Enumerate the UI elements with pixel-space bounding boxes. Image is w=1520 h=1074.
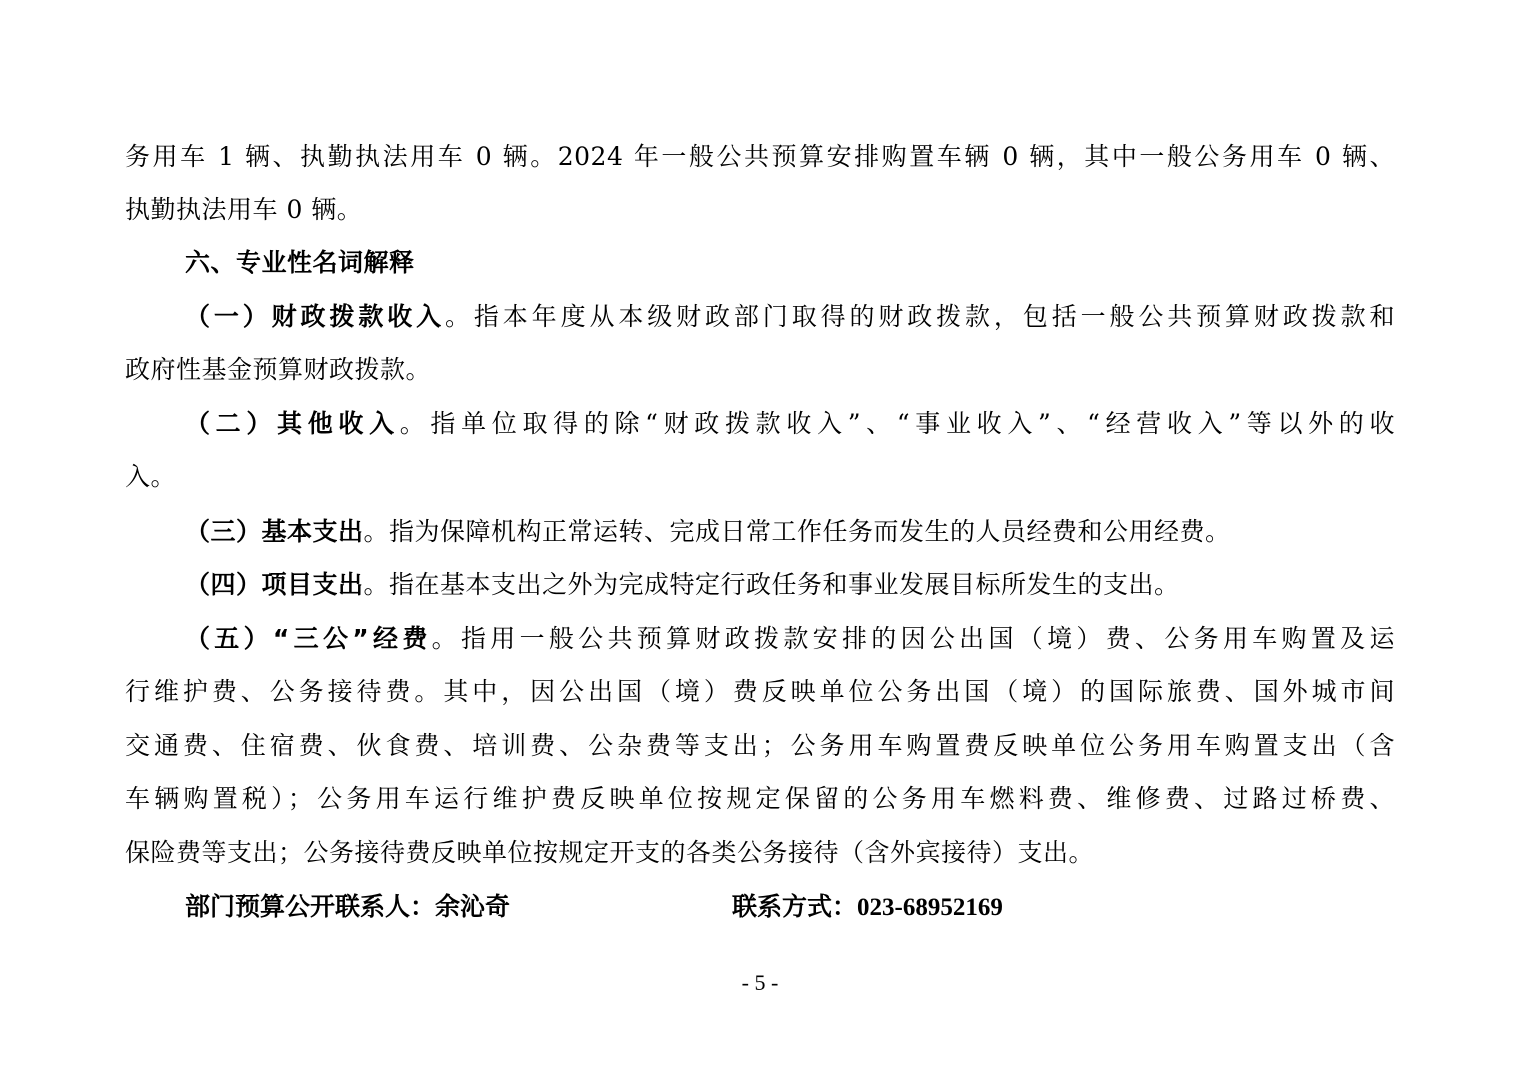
definition-item-5-cont-1: 行维护费、公务接待费。其中，因公出国（境）费反映单位公务出国（境）的国际旅费、国外城市间 (125, 677, 1395, 706)
definition-text: 。指单位取得的除“财政拨款收入”、“事业收入”、“经营收入”等以外的收 (399, 409, 1395, 438)
definition-item-4 (185, 568, 1395, 602)
section-heading: 六、专业性名词解释 (185, 248, 415, 277)
contact-person: 部门预算公开联系人：余沁奇 (185, 892, 511, 921)
page-number: - 5 - (741, 970, 779, 995)
definition-term: （一）财政拨款收入 (185, 302, 446, 331)
definition-item-5-cont-3: 车辆购置税）；公务用车运行维护费反映单位按规定保留的公务用车燃料费、维修费、过路过桥费、 (125, 784, 1395, 813)
intro-line-2: 执勤执法用车 0 辆。 (125, 195, 363, 224)
definition-item-3 (185, 515, 1395, 549)
definition-term: （四）项目支出 (185, 570, 364, 599)
definition-term: （五）“三公”经费 (185, 624, 432, 653)
definition-item-2 (185, 407, 1395, 441)
definition-item-5-cont-4: 保险费等支出；公务接待费反映单位按规定开支的各类公务接待（含外宾接待）支出。 (125, 838, 1095, 867)
definition-item-5-cont-2: 交通费、住宿费、伙食费、培训费、公杂费等支出；公务用车购置费反映单位公务用车购置支出（含 (125, 731, 1395, 760)
definition-text: 。指为保障机构正常运转、完成日常工作任务而发生的人员经费和公用经费。 (363, 517, 1231, 546)
intro-line-1: 务用车 1 辆、执勤执法用车 0 辆。2024 年一般公共预算安排购置车辆 0 辆，其中一般公务用车 0 辆、 (125, 142, 1395, 171)
definition-item-5 (185, 622, 1395, 656)
definition-term: （二）其他收入 (185, 409, 400, 438)
contact-phone-label: 联系方式： (732, 892, 858, 921)
definition-text: 。指用一般公共预算财政拨款安排的因公出国（境）费、公务用车购置及运 (431, 624, 1395, 653)
definition-item-1-cont: 政府性基金预算财政拨款。 (125, 355, 432, 384)
contact-phone-number: 023-68952169 (857, 894, 1003, 921)
definition-item-2-cont: 入。 (125, 462, 177, 491)
definition-item-1 (185, 300, 1395, 334)
definition-text: 。指本年度从本级财政部门取得的财政拨款，包括一般公共预算财政拨款和 (445, 302, 1395, 331)
contact-phone (732, 890, 1003, 925)
definition-text: 。指在基本支出之外为完成特定行政任务和事业发展目标所发生的支出。 (363, 570, 1180, 599)
definition-term: （三）基本支出 (185, 517, 364, 546)
